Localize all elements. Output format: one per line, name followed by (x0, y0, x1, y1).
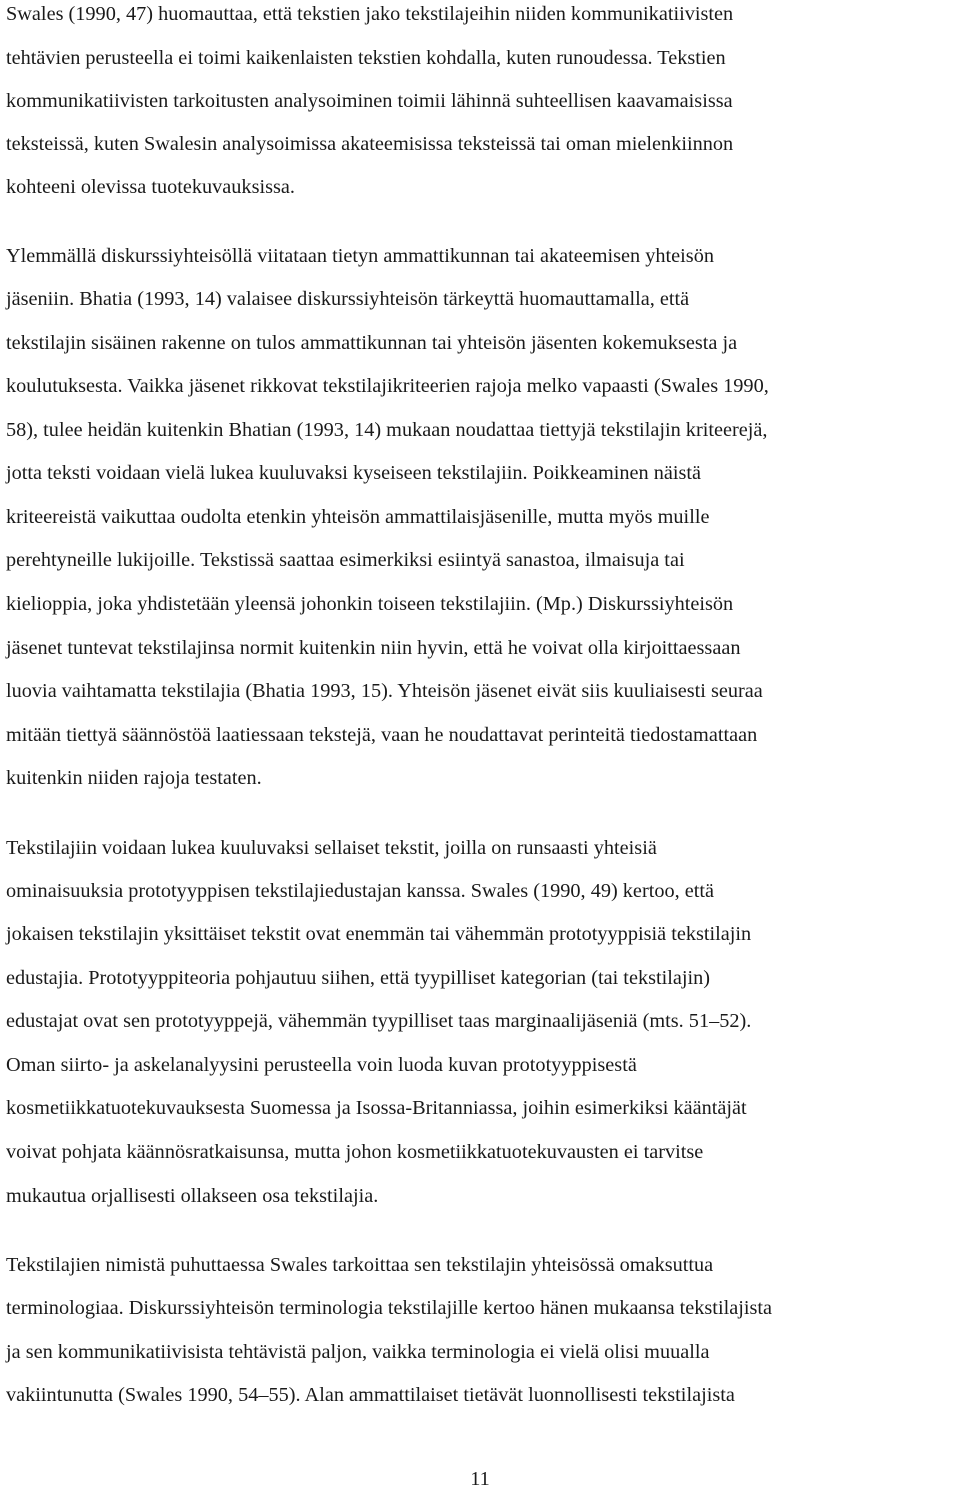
text-line: voivat pohjata käännösratkaisunsa, mutta johon kosmetiikkatuotekuvausten ei tarvitse (6, 1141, 704, 1163)
text-line: luovia vaihtamatta tekstilajia (Bhatia 1993, 15). Yhteisön jäsenet eivät siis kuuliaisesti seuraa (6, 680, 763, 702)
text-line: Ylemmällä diskurssiyhteisöllä viitataan tietyn ammattikunnan tai akateemisen yhteisön (6, 245, 714, 267)
text-line: teksteissä, kuten Swalesin analysoimissa akateemisissa teksteissä tai oman mielenkiinnon (6, 133, 734, 155)
text-line: Tekstilajien nimistä puhuttaessa Swales tarkoittaa sen tekstilajin yhteisössä omaksuttua (6, 1254, 714, 1276)
text-line: perehtyneille lukijoille. Tekstissä saattaa esimerkiksi esiintyä sanastoa, ilmaisuja tai (6, 549, 685, 571)
text-line: vakiintunutta (Swales 1990, 54–55). Alan ammattilaiset tietävät luonnollisesti tekstilajista (6, 1384, 735, 1406)
text-line: Tekstilajiin voidaan lukea kuuluvaksi sellaiset tekstit, joilla on runsaasti yhteisiä (6, 837, 657, 859)
text-line: kommunikatiivisten tarkoitusten analysoiminen toimii lähinnä suhteellisen kaavamaisissa (6, 90, 733, 112)
text-line: Swales (1990, 47) huomauttaa, että tekstien jako tekstilajeihin niiden kommunikatiivisten (6, 3, 734, 25)
text-line: ja sen kommunikatiivisista tehtävistä paljon, vaikka terminologia ei vielä olisi muualla (6, 1341, 710, 1363)
text-line: tekstilajin sisäinen rakenne on tulos ammattikunnan tai yhteisön jäsenten kokemuksesta ja (6, 332, 738, 354)
text-line: edustajat ovat sen prototyyppejä, vähemmän tyypilliset taas marginaalijäseniä (mts. 51–52). (6, 1010, 752, 1032)
text-line: jokaisen tekstilajin yksittäiset tekstit ovat enemmän tai vähemmän prototyyppisiä tekstilajin (6, 923, 752, 945)
text-line: tehtävien perusteella ei toimi kaikenlaisten tekstien kohdalla, kuten runoudessa. Tekstien (6, 47, 726, 69)
text-line: mukautua orjallisesti ollakseen osa tekstilajia. (6, 1185, 379, 1207)
text-line: koulutuksesta. Vaikka jäsenet rikkovat tekstilajikriteerien rajoja melko vapaasti (Swales 1990, (6, 375, 769, 397)
text-line: kosmetiikkatuotekuvauksesta Suomessa ja Isossa-Britanniassa, joihin esimerkiksi kääntäjät (6, 1097, 747, 1119)
text-line: edustajia. Prototyyppiteoria pohjautuu siihen, että tyypilliset kategorian (tai tekstilajin) (6, 967, 711, 989)
text-line: jäseniin. Bhatia (1993, 14) valaisee diskurssiyhteisön tärkeyttä huomauttamalla, että (6, 288, 690, 310)
text-line: kielioppia, joka yhdistetään yleensä johonkin toiseen tekstilajiin. (Mp.) Diskurssiyhteisön (6, 593, 734, 615)
text-line: kriteereistä vaikuttaa oudolta etenkin yhteisön ammattilaisjäsenille, mutta myös muille (6, 506, 710, 528)
text-line: 58), tulee heidän kuitenkin Bhatian (1993, 14) mukaan noudattaa tiettyjä tekstilajin kriteerejä, (6, 419, 768, 441)
text-line: ominaisuuksia prototyyppisen tekstilajiedustajan kanssa. Swales (1990, 49) kertoo, että (6, 880, 715, 902)
text-line: jäsenet tuntevat tekstilajinsa normit kuitenkin niin hyvin, että he voivat olla kirjoittaessaan (6, 637, 741, 659)
text-line: kohteeni olevissa tuotekuvauksissa. (6, 176, 295, 198)
text-line: jotta teksti voidaan vielä lukea kuuluvaksi kyseiseen tekstilajiin. Poikkeaminen näistä (6, 462, 702, 484)
text-line: terminologiaa. Diskurssiyhteisön terminologia tekstilajille kertoo hänen mukaansa tekstilajista (6, 1297, 773, 1319)
text-line: Oman siirto- ja askelanalyysini perusteella voin luoda kuvan prototyyppisestä (6, 1054, 637, 1076)
text-line: kuitenkin niiden rajoja testaten. (6, 767, 262, 789)
page-number: 11 (470, 1468, 490, 1490)
text-line: mitään tiettyä säännöstöä laatiessaan tekstejä, vaan he noudattavat perinteitä tiedostamattaan (6, 724, 758, 746)
